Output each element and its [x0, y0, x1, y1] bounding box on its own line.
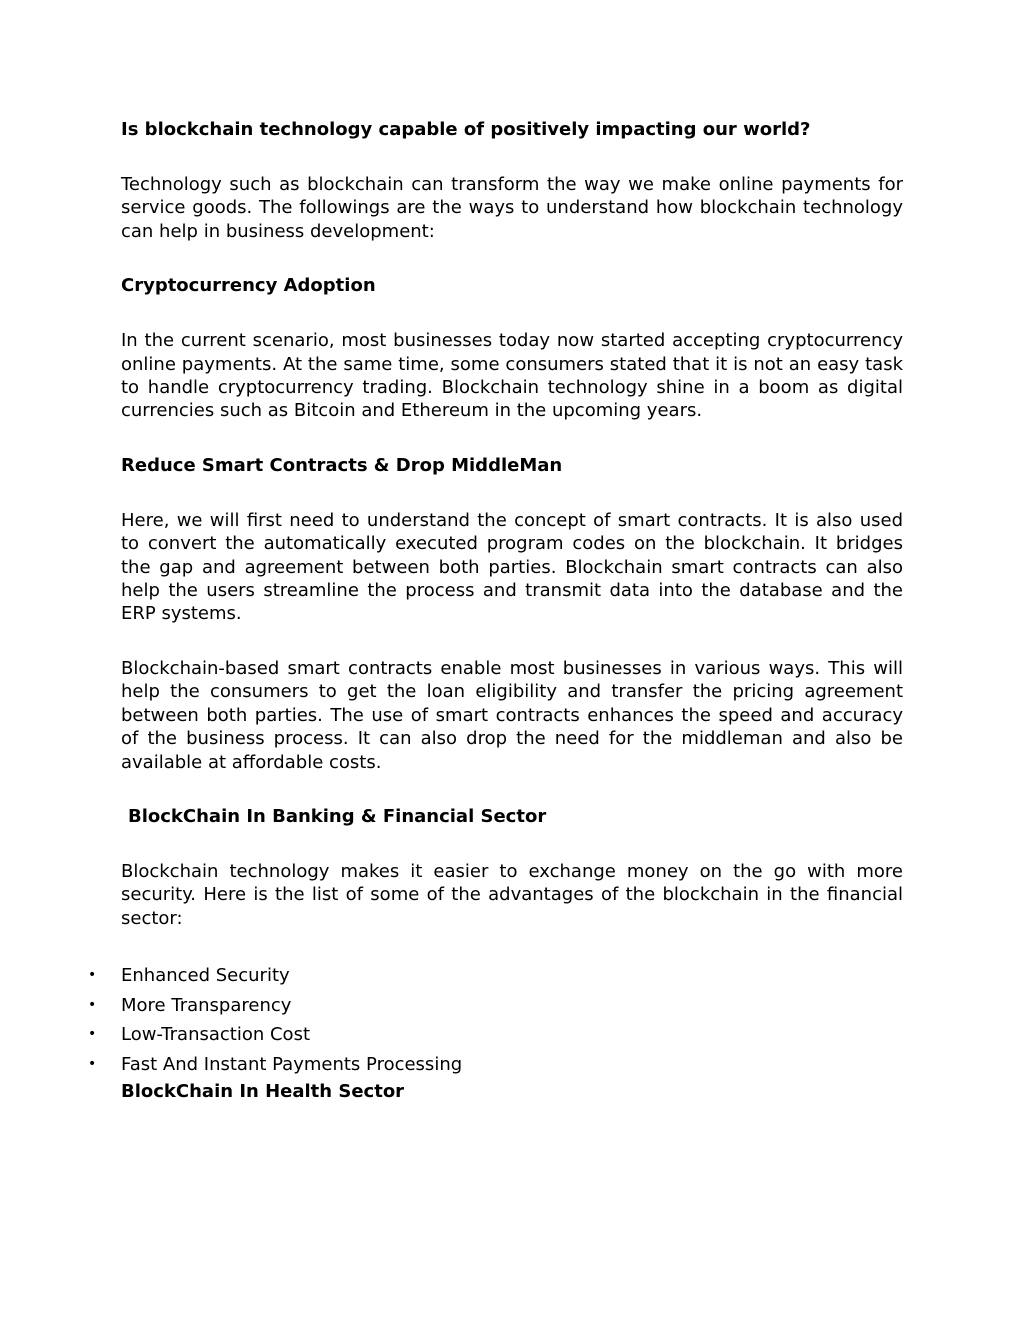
bullet-icon: • — [88, 967, 97, 984]
intro-paragraph: Technology such as blockchain can transform the way we make online payments for service goods. The followings are the ways to understand how blockchain technology can help in business development: — [121, 174, 903, 242]
section-paragraph: Blockchain-based smart contracts enable most businesses in various ways. This will help the consumers to get the loan eligibility and transfer the pricing agreement between both parties. The use of smart contracts enhances the speed and accuracy of the business process. It can also drop the need for the middleman and also be available at affordable costs. — [121, 657, 903, 773]
bullet-icon: • — [88, 1026, 97, 1043]
bullet-icon: • — [88, 996, 97, 1013]
section-heading-smart-contracts: Reduce Smart Contracts & Drop MiddleMan — [121, 454, 563, 476]
list-item — [88, 1020, 903, 1050]
list-item-label: More Transparency — [121, 994, 292, 1016]
section-paragraph: In the current scenario, most businesses today now started accepting cryptocurrency online payments. At the same time, some consumers stated that it is not an easy task to handle cryptocurrency trading. Blockchain technology shine in a boom as digital currencies such as Bitcoin and Ethereum in the upcoming years. — [121, 330, 903, 422]
section-paragraph: Blockchain technology makes it easier to exchange money on the go with more security. Here is the list of some of the advantages of the blockchain in the financial sector: — [121, 860, 903, 929]
list-item — [88, 961, 903, 991]
bullet-icon: • — [88, 1055, 97, 1072]
section-heading-health: BlockChain In Health Sector — [121, 1080, 405, 1102]
section-paragraph: Here, we will first need to understand the concept of smart contracts. It is also used to convert the automatically executed program codes on the blockchain. It bridges the gap and agreement between both parties. Blockchain smart contracts can also help the users streamline the process and transmit data into the database and the ERP systems. — [121, 509, 903, 625]
list-item-label: Enhanced Security — [121, 965, 290, 987]
section-heading-banking: BlockChain In Banking & Financial Sector — [128, 805, 547, 827]
list-item-label: Fast And Instant Payments Processing — [121, 1053, 463, 1075]
section-heading-cryptocurrency: Cryptocurrency Adoption — [121, 275, 376, 297]
page-title: Is blockchain technology capable of positively impacting our world? — [121, 119, 811, 140]
document-page — [88, 118, 903, 1104]
list-item — [88, 991, 903, 1021]
advantages-list — [88, 961, 903, 1079]
list-item — [88, 1050, 903, 1080]
list-item-label: Low-Transaction Cost — [121, 1024, 310, 1046]
